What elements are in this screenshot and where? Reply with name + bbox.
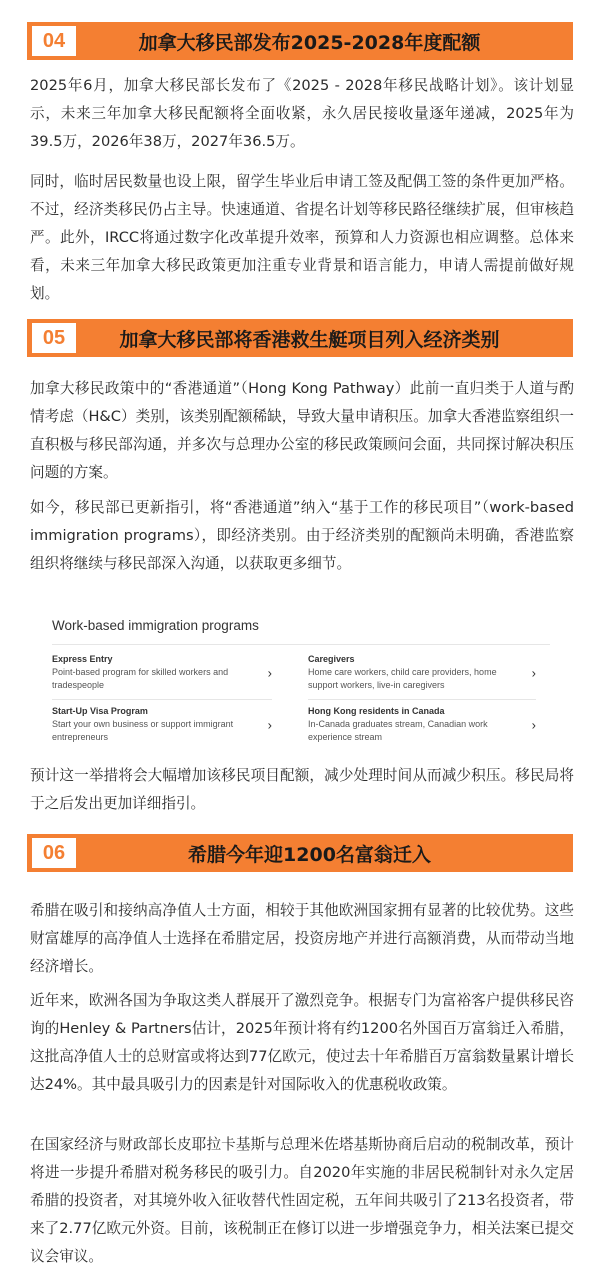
work-based-programs-card — [44, 611, 558, 761]
program-link-start-up-visa[interactable] — [52, 705, 272, 744]
program-name: Caregivers — [308, 654, 355, 664]
chevron-right-icon: › — [531, 665, 536, 680]
program-link-caregivers[interactable] — [308, 653, 536, 692]
program-name: Hong Kong residents in Canada — [308, 706, 445, 716]
paragraph: 近年来，欧洲各国为争取这类人群展开了激烈竞争。根据专门为富裕客户提供移民咨询的Henley & Partners估计，2025年预计将有约1200名外国百万富翁迁入希腊，这批高净值人士的总财富或将达到77亿欧元，使过去十年希腊百万富翁数量累计增长达24%。其中最具吸引力的因素是针对国际收入的优惠税收政策。 — [30, 992, 574, 1093]
paragraph: 加拿大移民政策中的“香港通道”（Hong Kong Pathway）此前一直归类于人道与酌情考虑（H&C）类别，该类别配额稀缺，导致大量申请积压。加拿大香港监察组织一直积极与移民部沟通，并多次与总理办公室的移民政策顾问会面，共同探讨解决积压问题的方案。 — [30, 380, 574, 481]
section-number: 06 — [32, 838, 76, 868]
divider — [308, 699, 536, 700]
chevron-right-icon: › — [267, 717, 272, 732]
section-header-05 — [27, 319, 573, 357]
section-title: 希腊今年迎1200名富翁迁入 — [188, 843, 431, 866]
divider — [52, 699, 272, 700]
section-header-04 — [27, 22, 573, 60]
chevron-right-icon: › — [531, 717, 536, 732]
paragraph: 希腊在吸引和接纳高净值人士方面，相较于其他欧洲国家拥有显著的比较优势。这些财富雄厚的高净值人士选择在希腊定居，投资房地产并进行高额消费，从而带动当地经济增长。 — [30, 902, 574, 975]
paragraph: 同时，临时居民数量也设上限，留学生毕业后申请工签及配偶工签的条件更加严格。不过，经济类移民仍占主导。快速通道、省提名计划等移民路径继续扩展，但审核趋严。此外，IRCC将通过数字化改革提升效率，预算和人力资源也相应调整。总体来看，未来三年加拿大移民政策更加注重专业背景和语言能力，申请人需提前做好规划。 — [30, 173, 574, 302]
program-link-hong-kong-residents[interactable] — [308, 705, 536, 744]
paragraph: 预计这一举措将会大幅增加该移民项目配额，减少处理时间从而减少积压。移民局将于之后发出更加详细指引。 — [30, 767, 574, 812]
section-number: 04 — [32, 26, 76, 56]
section-header-06 — [27, 834, 573, 872]
paragraph: 2025年6月，加拿大移民部长发布了《2025 - 2028年移民战略计划》。该计划显示，未来三年加拿大移民配额将全面收紧，永久居民接收量逐年递减，2025年为39.5万，2026年38万，2027年36.5万。 — [30, 77, 574, 150]
program-link-express-entry[interactable] — [52, 653, 272, 692]
program-description: Home care workers, child care providers, home support workers, live-in caregivers — [308, 667, 497, 690]
divider — [52, 644, 550, 645]
program-description: Point-based program for skilled workers and tradespeople — [52, 667, 229, 690]
program-description: Start your own business or support immigrant entrepreneurs — [52, 719, 234, 742]
section-number: 05 — [32, 323, 76, 353]
paragraph: 在国家经济与财政部长皮耶拉卡基斯与总理米佐塔基斯协商后启动的税制改革，预计将进一步提升希腊对税务移民的吸引力。自2020年实施的非居民税制针对永久定居希腊的投资者，对其境外收入征收替代性固定税，五年间共吸引了213名投资者，带来了2.77亿欧元外资。目前，该税制正在修订以进一步增强竞争力，相关法案已提交议会审议。 — [30, 1136, 574, 1265]
program-name: Start-Up Visa Program — [52, 706, 148, 716]
section-title: 加拿大移民部将香港救生艇项目列入经济类别 — [119, 328, 500, 351]
paragraph: 如今，移民部已更新指引，将“香港通道”纳入“基于工作的移民项目”（work-based immigration programs），即经济类别。由于经济类别的配额尚未明确，香港监察组织将继续与移民部深入沟通，以获取更多细节。 — [30, 499, 574, 572]
card-title: Work-based immigration programs — [52, 618, 259, 633]
section-title: 加拿大移民部发布2025-2028年度配额 — [138, 31, 481, 54]
chevron-right-icon: › — [267, 665, 272, 680]
program-description: In-Canada graduates stream, Canadian work experience stream — [308, 719, 488, 742]
program-name: Express Entry — [52, 654, 113, 664]
